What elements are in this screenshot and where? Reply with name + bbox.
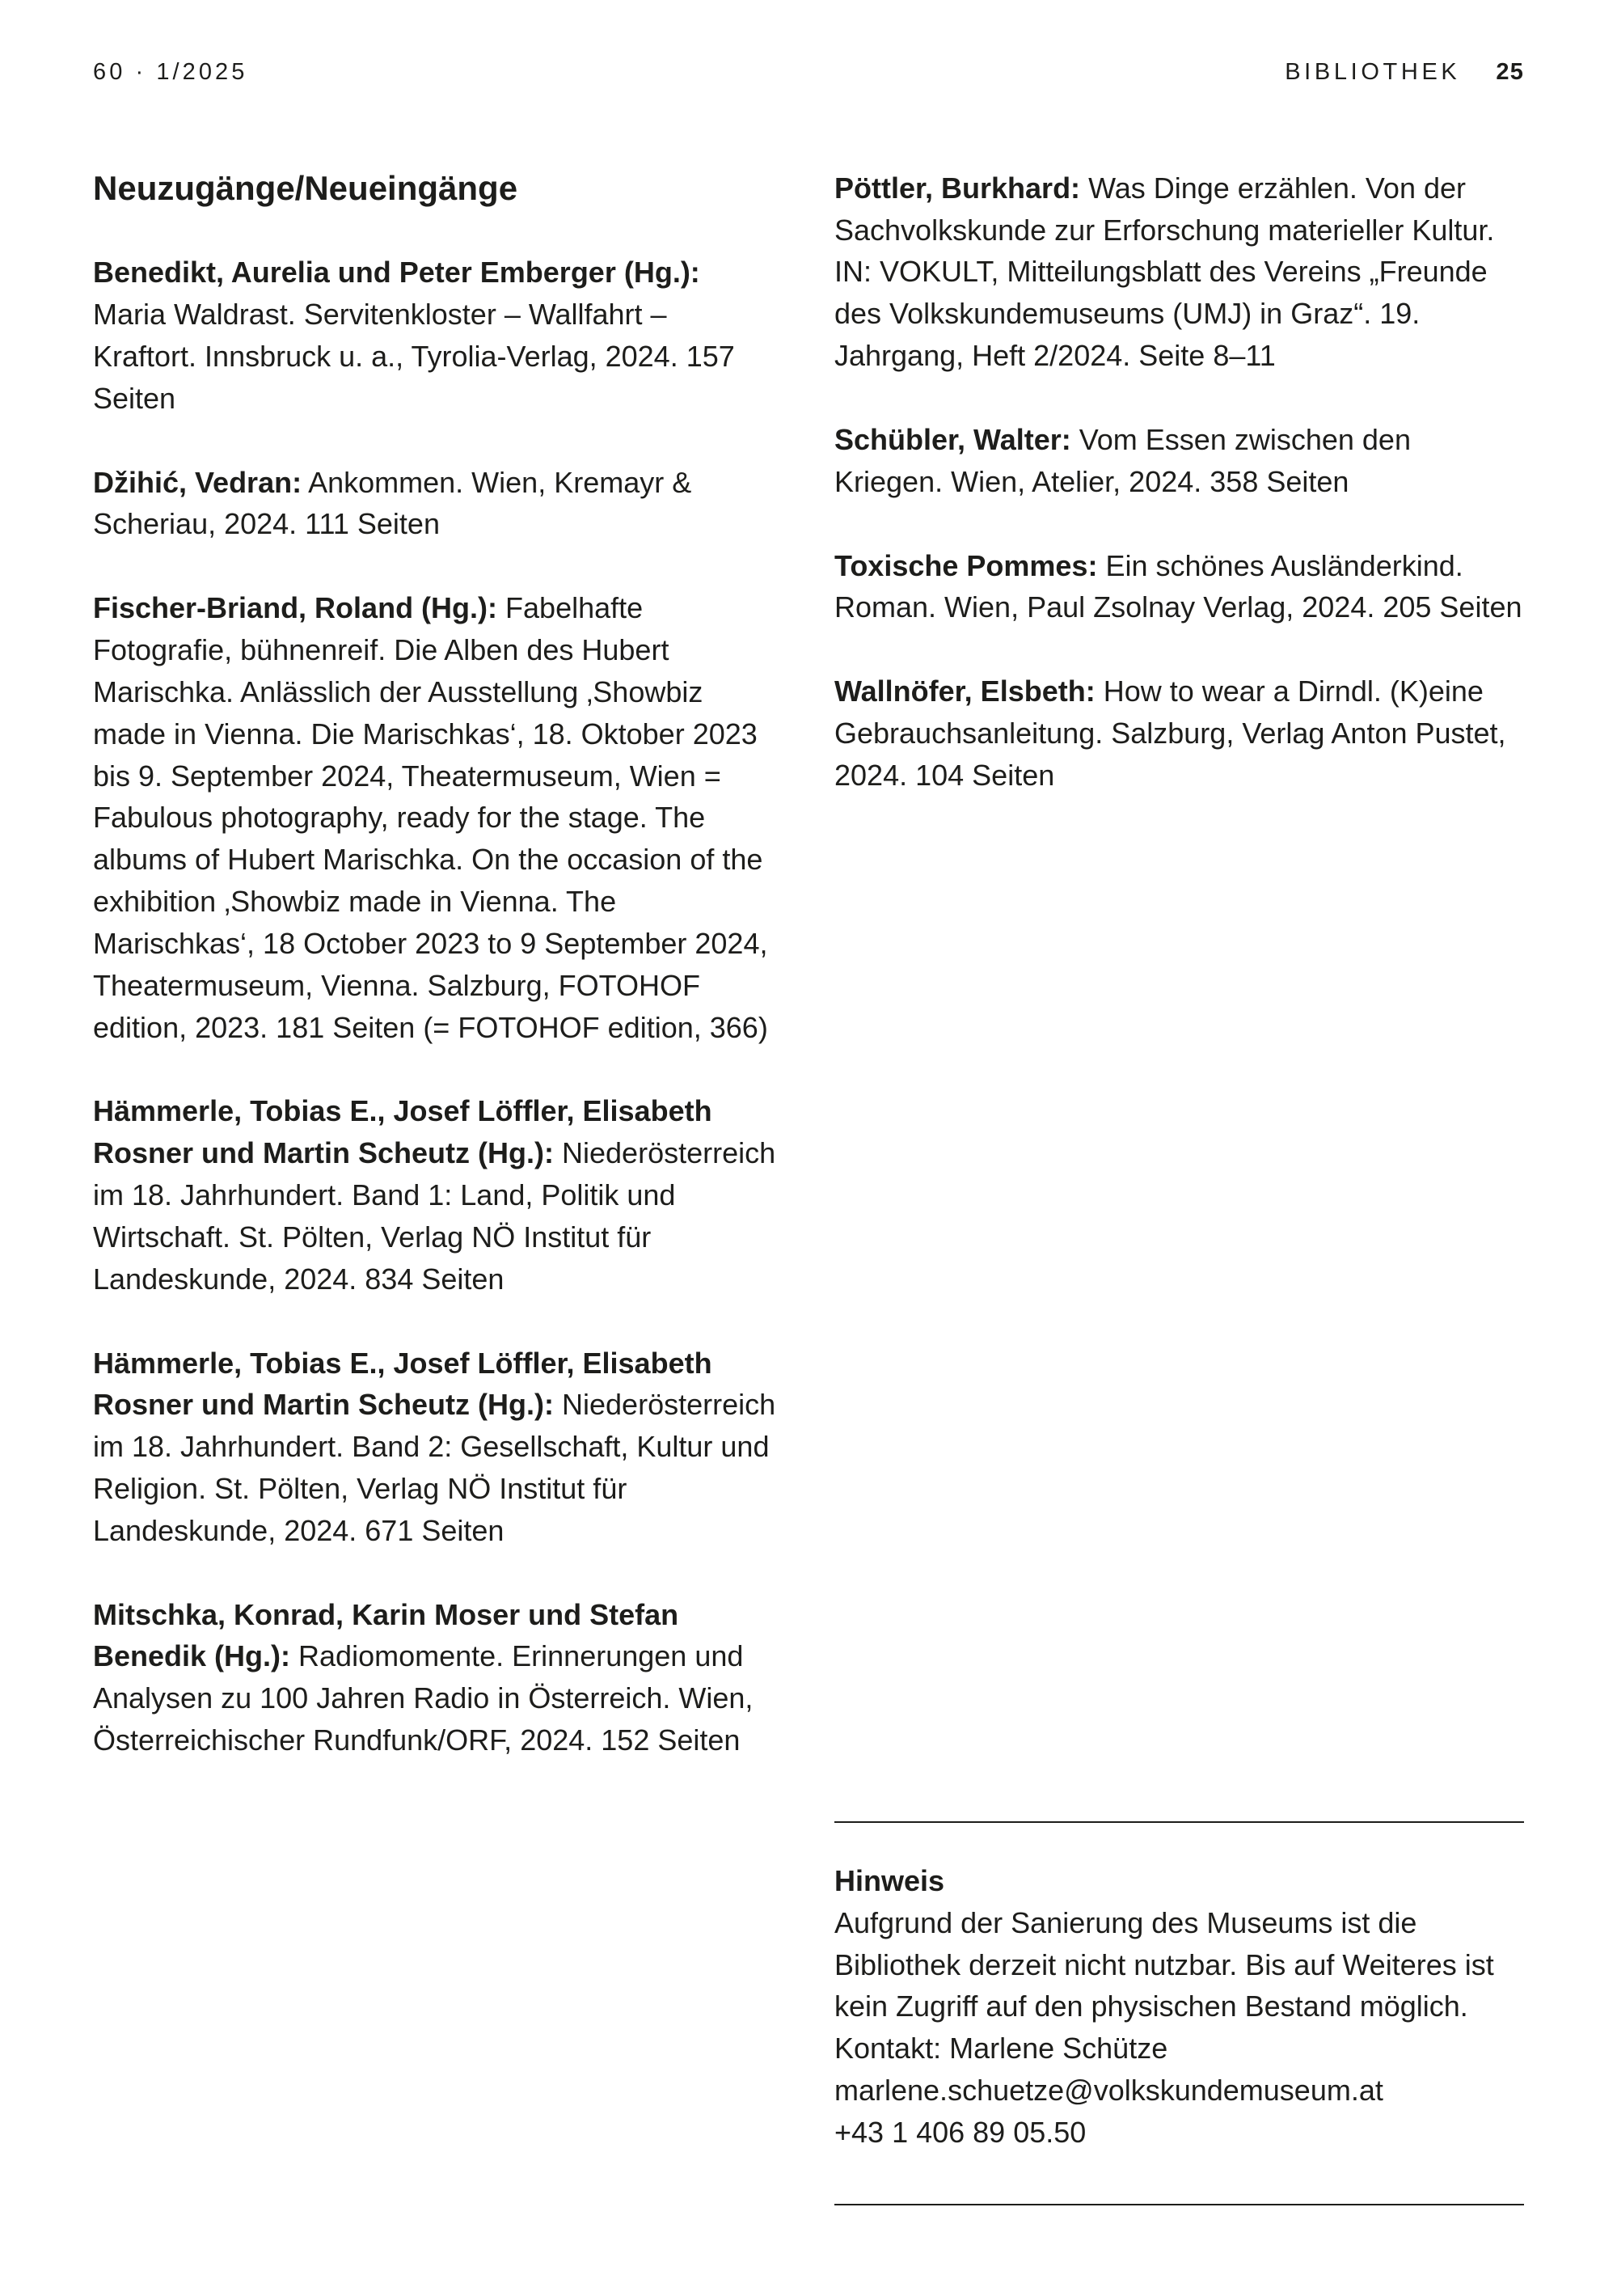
entry-text: Radiomomente. Erinnerungen und Analysen zu 100 Jahren Radio in Österreich. Wien, Österreichischer Rundfunk/ORF, 2024. 152 Seiten [93, 1639, 754, 1757]
entry-text: How to wear a Dirndl. (K)eine Gebrauchsanleitung. Salzburg, Verlag Anton Pustet, 2024. 104 Seiten [834, 674, 1506, 792]
running-header [93, 58, 1524, 87]
header-right [1285, 58, 1524, 87]
entry-text: Maria Waldrast. Servitenkloster – Wallfahrt – Kraftort. Innsbruck u. a., Tyrolia-Verlag, 2024. 157 Seiten [93, 298, 735, 415]
section-label: BIBLIOTHEK [1285, 59, 1461, 85]
bibliography-entry [93, 252, 776, 419]
hinweis-contact: Kontakt: Marlene Schütze [834, 2032, 1168, 2066]
two-column-body [93, 167, 1524, 2205]
bibliography-entry [93, 462, 776, 546]
hinweis-body: Aufgrund der Sanierung des Museums ist die Bibliothek derzeit nicht nutzbar. Bis auf Weiteres ist kein Zugriff auf den physischen Bestand möglich. [834, 1905, 1494, 2023]
bibliography-entry [93, 587, 776, 1048]
bibliography-entry [93, 1090, 776, 1300]
divider-top [834, 1821, 1524, 1823]
entry-author: Pöttler, Burkhard: [834, 171, 1081, 205]
left-column [93, 167, 776, 2205]
entry-text: Niederösterreich im 18. Jahrhundert. Band 1: Land, Politik und Wirtschaft. St. Pölten, Verlag NÖ Institut für Landeskunde, 2024. 834 Seiten [93, 1136, 776, 1296]
bibliography-entry [93, 1343, 776, 1552]
right-column [834, 167, 1524, 2205]
bibliography-entry [834, 670, 1524, 796]
entry-text: Vom Essen zwischen den Kriegen. Wien, Atelier, 2024. 358 Seiten [834, 422, 1411, 498]
entry-author: Hämmerle, Tobias E., Josef Löffler, Elisabeth Rosner und Martin Scheutz (Hg.): [93, 1346, 712, 1422]
hinweis-note [834, 1821, 1524, 2205]
issue-label: 60 · 1/2025 [93, 59, 248, 85]
hinweis-phone: +43 1 406 89 05.50 [834, 2115, 1087, 2149]
entry-author: Schübler, Walter: [834, 422, 1071, 456]
bibliography-entry [834, 419, 1524, 503]
entry-author: Džihić, Vedran: [93, 465, 302, 499]
entry-text: Fabelhafte Fotografie, bühnenreif. Die Alben des Hubert Marischka. Anlässlich der Ausstellung ‚Showbiz made in Vienna. Die Marischkas‘, 18. Oktober 2023 bis 9. September 2024, Theatermuseum, Wien = Fabulous photography, ready for the stage. The albums of Hubert Marischka. On the occasion of the exhibition ‚Showbiz made in Vienna. The Marischkas‘, 18 October 2023 to 9 September 2024, Theatermuseum, Vienna. Salzburg, FOTOHOF edition, 2023. 181 Seiten (= FOTOHOF edition, 366) [93, 591, 768, 1044]
entry-author: Toxische Pommes: [834, 548, 1098, 582]
bibliography-entry [834, 167, 1524, 377]
entry-text: Ein schönes Ausländerkind. Roman. Wien, Paul Zsolnay Verlag, 2024. 205 Seiten [834, 548, 1522, 624]
hinweis-email: marlene.schuetze@volkskundemuseum.at [834, 2074, 1383, 2108]
entry-author: Mitschka, Konrad, Karin Moser und Stefan Benedik (Hg.): [93, 1597, 679, 1673]
bibliography-entry [834, 545, 1524, 629]
hinweis-title: Hinweis [834, 1864, 945, 1897]
entry-text: Niederösterreich im 18. Jahrhundert. Band 2: Gesellschaft, Kultur und Religion. St. Pölten, Verlag NÖ Institut für Landeskunde, 2024. 671 Seiten [93, 1388, 776, 1547]
divider-bottom [834, 2204, 1524, 2205]
entry-author: Hämmerle, Tobias E., Josef Löffler, Elisabeth Rosner und Martin Scheutz (Hg.): [93, 1094, 712, 1170]
entry-author: Fischer-Briand, Roland (Hg.): [93, 591, 498, 625]
entry-author: Benedikt, Aurelia und Peter Emberger (Hg.): [93, 256, 700, 290]
entry-author: Wallnöfer, Elsbeth: [834, 674, 1096, 708]
section-heading: Neuzugänge/Neueingänge [93, 168, 518, 207]
bibliography-entry [93, 1594, 776, 1761]
entry-text: Was Dinge erzählen. Von der Sachvolkskunde zur Erforschung materieller Kultur. IN: VOKULT, Mitteilungsblatt des Vereins „Freunde des Volkskundemuseums (UMJ) in Graz“. 19. Jahrgang, Heft 2/2024. Seite 8–11 [834, 171, 1495, 373]
page-number: 25 [1496, 59, 1524, 85]
entry-text: Ankommen. Wien, Kremayr & Scheriau, 2024. 111 Seiten [93, 465, 692, 541]
